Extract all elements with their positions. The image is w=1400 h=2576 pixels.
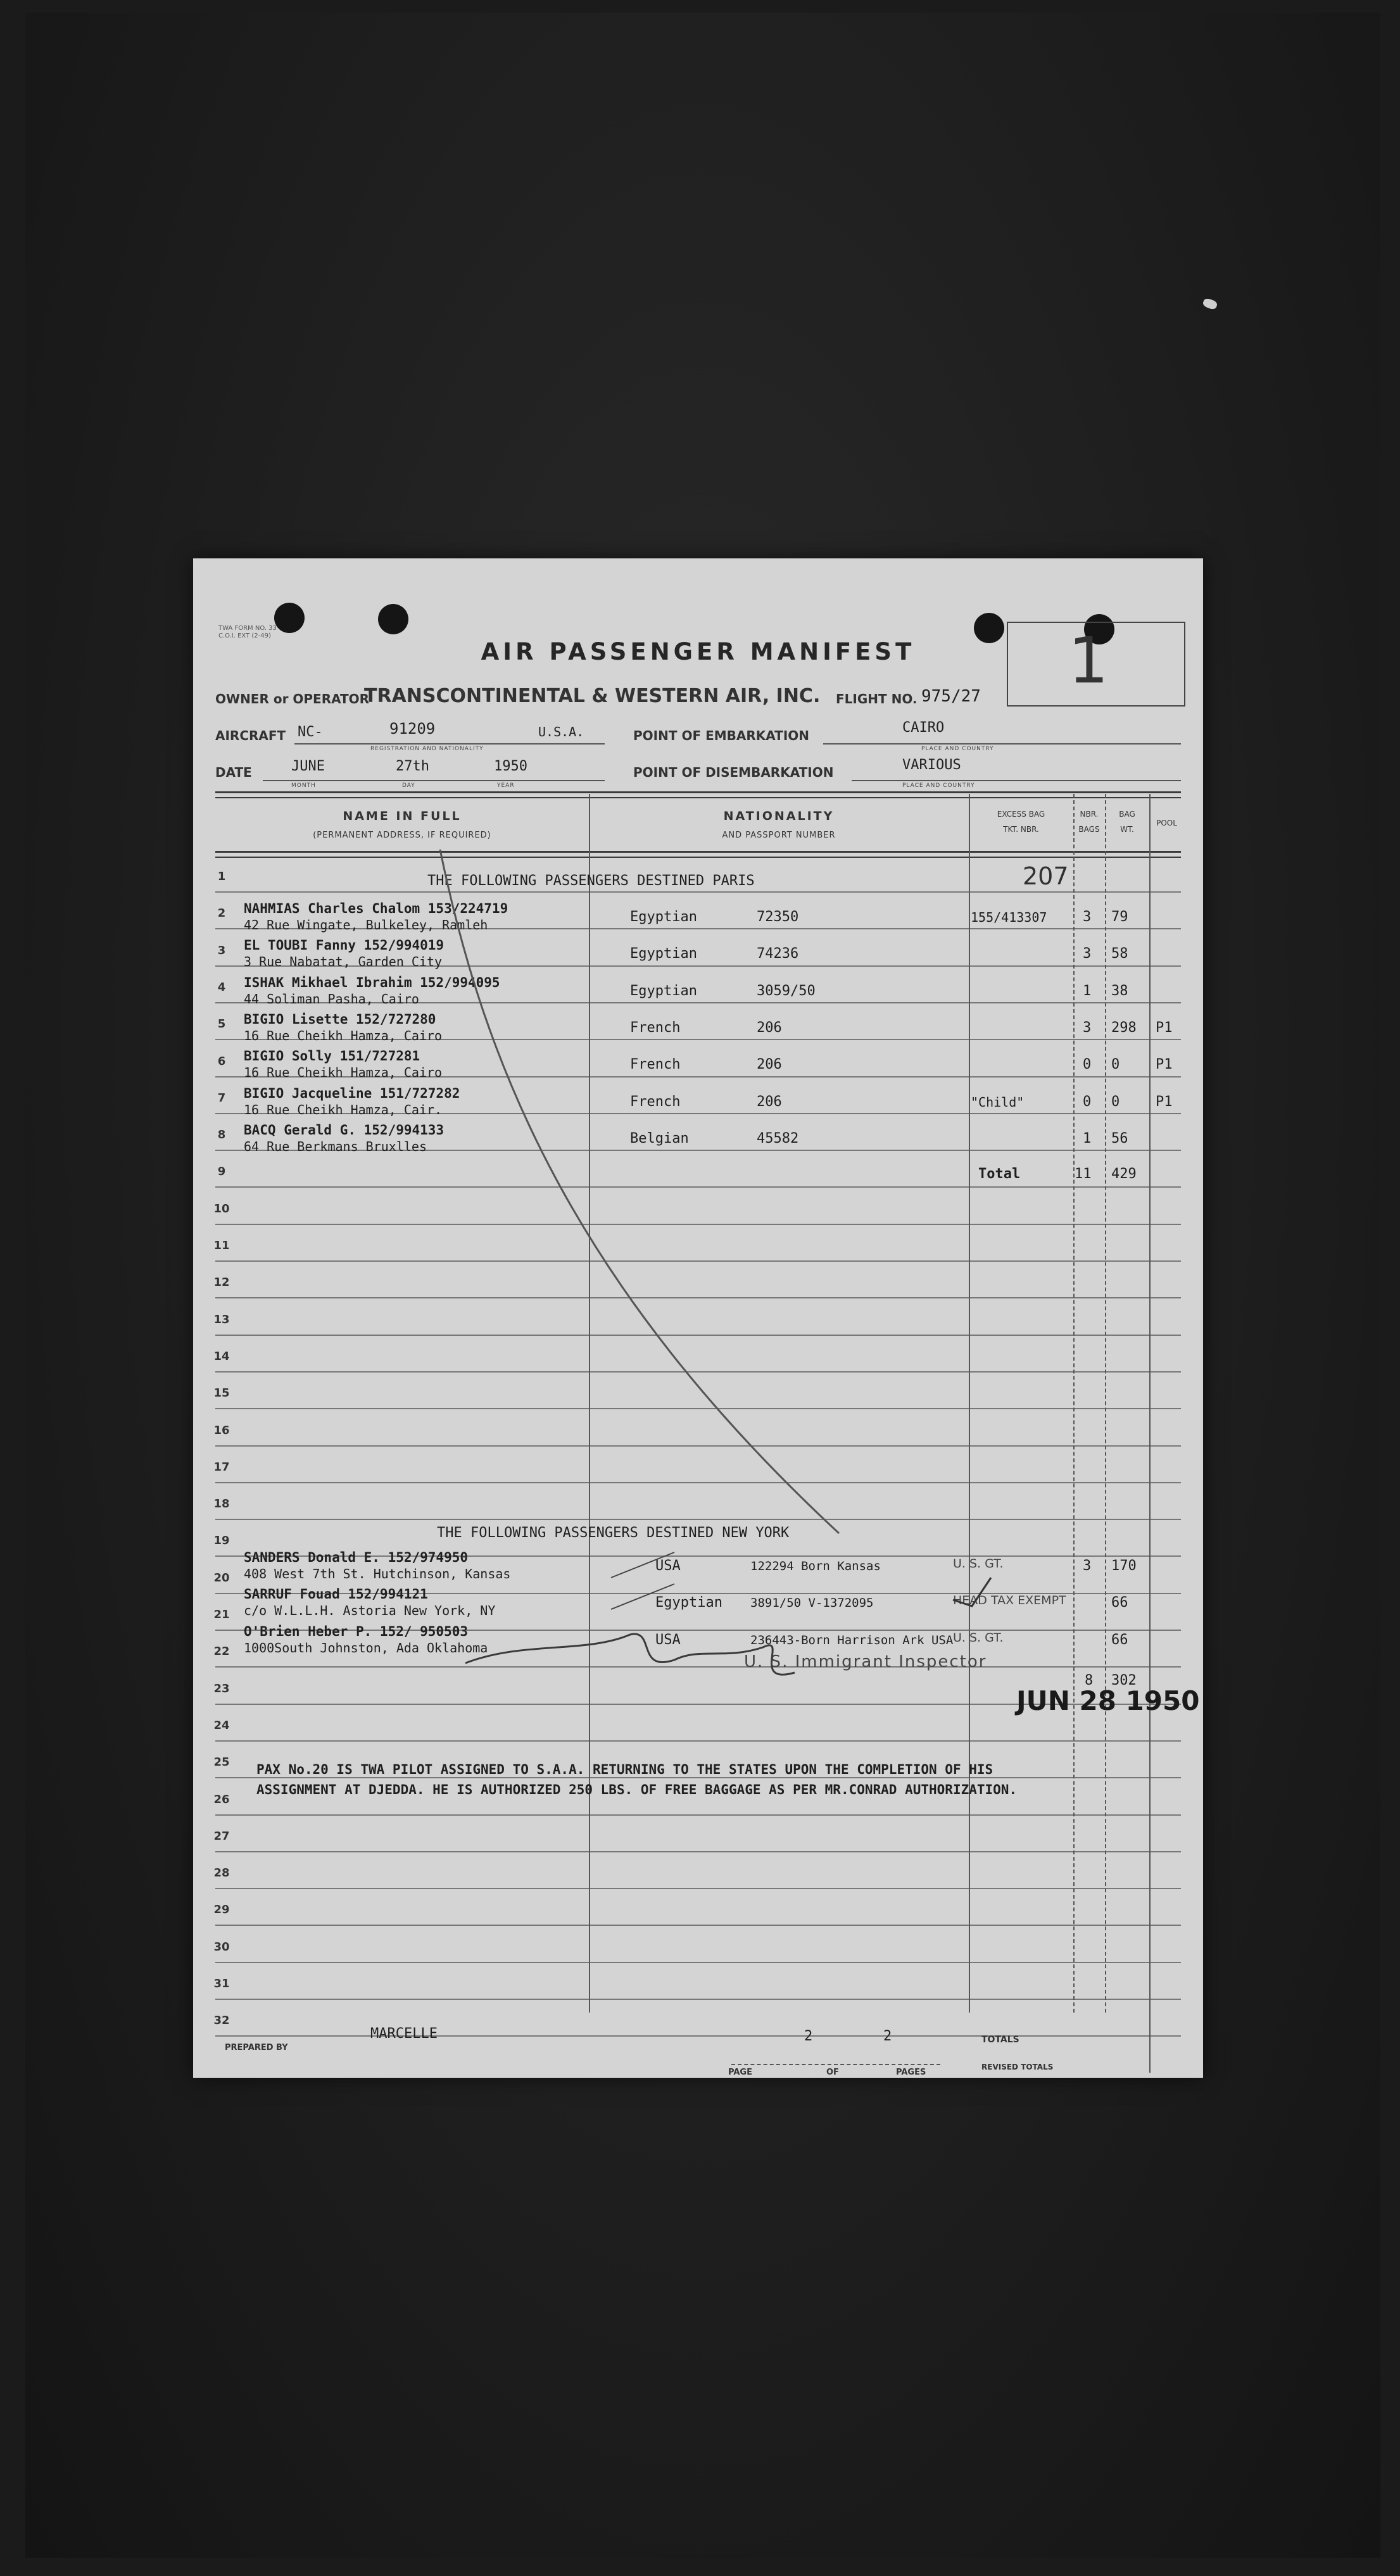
col-excess-2: TKT. NBR. — [1003, 825, 1039, 834]
revised-totals-label: REVISED TOTALS — [981, 2063, 1054, 2071]
passenger-excess-ticket: 155/413307 — [971, 910, 1047, 925]
paris-count-mark: 207 — [1023, 862, 1069, 890]
prepared-by-value: MARCELLE — [370, 2026, 438, 2042]
col-pool: POOL — [1156, 819, 1177, 827]
form-number: TWA FORM NO. 33 C.O.I. EXT (2-49) — [218, 625, 277, 639]
passenger-nationality: Egyptian — [655, 1595, 722, 1611]
passenger-address: 3 Rue Nabatat, Garden City — [244, 954, 443, 970]
check-mark — [953, 1578, 991, 1606]
passenger-passport: 206 — [757, 1057, 782, 1073]
row-number: 26 — [213, 1792, 230, 1806]
disembark-value: VARIOUS — [902, 757, 961, 773]
passenger-passport: 72350 — [757, 909, 799, 925]
passenger-bags: 3 — [1083, 1019, 1092, 1036]
prepared-by-label: PREPARED BY — [225, 2043, 288, 2052]
col-nat-title: NATIONALITY — [723, 809, 835, 823]
passenger-bags: 3 — [1083, 946, 1092, 962]
row-number: 21 — [213, 1608, 230, 1621]
passenger-address: 16 Rue Cheikh Hamza, Cairo — [244, 1027, 443, 1043]
embark-label: POINT OF EMBARKATION — [633, 728, 810, 743]
page-value: 2 — [804, 2028, 813, 2044]
passenger-address: 16 Rue Cheikh Hamza, Cair. — [244, 1102, 443, 1117]
passenger-address: c/o W.L.L.H. Astoria New York, NY — [244, 1603, 496, 1619]
row-number: 24 — [213, 1718, 230, 1732]
col-name-title: NAME IN FULL — [343, 809, 462, 823]
passenger-passport: 236443-Born Harrison Ark USA — [750, 1633, 954, 1647]
embark-sub: PLACE AND COUNTRY — [921, 746, 994, 752]
flight-value: 975/27 — [921, 687, 981, 706]
passenger-pool: P1 — [1156, 1057, 1173, 1073]
passenger-nationality: Belgian — [630, 1130, 689, 1147]
of-value: 2 — [883, 2028, 892, 2044]
row-number: 28 — [213, 1866, 230, 1880]
handwriting-strokes — [193, 558, 1203, 2078]
passenger-nationality: French — [630, 1057, 681, 1073]
row-number: 10 — [213, 1202, 230, 1216]
row-number: 25 — [213, 1756, 230, 1769]
col-wt-2: WT. — [1120, 825, 1134, 834]
section-ny-heading: THE FOLLOWING PASSENGERS DESTINED NEW YORK — [437, 1525, 790, 1541]
note-line-1: PAX No.20 IS TWA PILOT ASSIGNED TO S.A.A. RETURNING TO THE STATES UPON THE COMPLETION OF HIS — [256, 1762, 993, 1777]
passenger-pool: P1 — [1156, 1093, 1173, 1110]
row-number: 20 — [213, 1571, 230, 1585]
passenger-name: BACQ Gerald G. 152/994133 — [244, 1122, 445, 1138]
col-bags-2: BAGS — [1078, 825, 1100, 834]
row-number: 3 — [217, 943, 226, 957]
passenger-bags: 1 — [1083, 1130, 1092, 1147]
row-number: 5 — [217, 1017, 226, 1031]
row-number: 14 — [213, 1349, 230, 1363]
passenger-nationality: French — [630, 1019, 681, 1036]
passenger-bag-weight: 0 — [1111, 1093, 1120, 1110]
pen-tick-marks — [611, 1552, 674, 1609]
row-number: 1 — [217, 870, 226, 883]
pen-diagonal-stroke — [440, 850, 839, 1533]
row-number: 7 — [217, 1091, 226, 1105]
manifest-title: AIR PASSENGER MANIFEST — [481, 638, 916, 665]
row-number: 11 — [213, 1239, 230, 1252]
page-label: PAGE — [728, 2068, 752, 2077]
col-name-sub: (PERMANENT ADDRESS, IF REQUIRED) — [313, 831, 491, 840]
passenger-passport: 206 — [757, 1019, 782, 1036]
passenger-bag-weight: 66 — [1111, 1631, 1128, 1648]
passenger-address: 44 Soliman Pasha, Cairo — [244, 991, 419, 1007]
passenger-bag-weight: 298 — [1111, 1019, 1137, 1036]
row-number: 27 — [213, 1829, 230, 1843]
passenger-nationality: USA — [655, 1631, 681, 1648]
passenger-name: BIGIO Jacqueline 151/727282 — [244, 1085, 460, 1101]
passenger-bags: 0 — [1083, 1093, 1092, 1110]
passenger-name: ISHAK Mikhael Ibrahim 152/994095 — [244, 974, 500, 990]
row-number: 4 — [217, 980, 226, 994]
passenger-nationality: USA — [655, 1558, 681, 1574]
passenger-address: 64 Rue Berkmans Bruxlles — [244, 1138, 427, 1154]
aircraft-sub: REGISTRATION AND NATIONALITY — [370, 746, 484, 752]
owner-value: TRANSCONTINENTAL & WESTERN AIR, INC. — [364, 685, 821, 707]
row-number: 22 — [213, 1645, 230, 1659]
passenger-nationality: Egyptian — [630, 983, 697, 999]
paris-total-label: Total — [978, 1166, 1021, 1182]
passenger-bag-weight: 58 — [1111, 946, 1128, 962]
manifest-number: 1 — [1068, 624, 1109, 698]
passenger-address: 42 Rue Wingate, Bulkeley, Ramleh — [244, 917, 488, 933]
pages-label: PAGES — [896, 2068, 926, 2077]
col-nat-sub: AND PASSPORT NUMBER — [722, 831, 836, 840]
passenger-pool: P1 — [1156, 1019, 1173, 1036]
passenger-bag-weight: 170 — [1111, 1558, 1137, 1574]
of-label: OF — [826, 2068, 839, 2077]
aircraft-prefix: NC- — [298, 724, 323, 740]
passenger-bag-weight: 0 — [1111, 1057, 1120, 1073]
disembark-label: POINT OF DISEMBARKATION — [633, 765, 834, 780]
totals-label: TOTALS — [981, 2035, 1019, 2045]
col-bags-1: NBR. — [1080, 810, 1099, 819]
ny-total-wt: 302 — [1111, 1673, 1137, 1688]
row-number: 18 — [213, 1497, 230, 1511]
row-number: 8 — [217, 1128, 226, 1142]
passenger-bag-weight: 56 — [1111, 1130, 1128, 1147]
disembark-sub: PLACE AND COUNTRY — [902, 782, 975, 789]
ny-total-bags: 8 — [1085, 1673, 1094, 1688]
row-number: 16 — [213, 1423, 230, 1437]
passenger-name: SANDERS Donald E. 152/974950 — [244, 1550, 469, 1565]
col-excess-1: EXCESS BAG — [997, 810, 1045, 819]
passenger-excess-stamp: HEAD TAX EXEMPT — [953, 1593, 1066, 1608]
passenger-bag-weight: 38 — [1111, 983, 1128, 999]
passenger-name: EL TOUBI Fanny 152/994019 — [244, 938, 445, 953]
passenger-nationality: Egyptian — [630, 946, 697, 962]
passenger-excess-stamp: U. S. GT. — [953, 1557, 1004, 1571]
passenger-nationality: Egyptian — [630, 909, 697, 925]
col-wt-1: BAG — [1119, 810, 1135, 819]
passenger-name: NAHMIAS Charles Chalom 153/224719 — [244, 901, 508, 916]
passenger-bags: 3 — [1083, 1558, 1092, 1574]
section-paris-heading: THE FOLLOWING PASSENGERS DESTINED PARIS — [427, 873, 755, 889]
date-year: 1950 — [494, 758, 527, 774]
passenger-passport: 122294 Born Kansas — [750, 1559, 881, 1573]
row-number: 15 — [213, 1386, 230, 1400]
owner-label: OWNER or OPERATOR — [215, 691, 370, 707]
date-sub-day: DAY — [402, 782, 415, 789]
row-number: 19 — [213, 1534, 230, 1548]
passenger-name: BIGIO Lisette 152/727280 — [244, 1011, 436, 1027]
row-number: 17 — [213, 1460, 230, 1474]
inspector-stamp-text: U. S. Immigrant Inspector — [744, 1652, 987, 1671]
passenger-address: 1000South Johnston, Ada Oklahoma — [244, 1640, 488, 1656]
date-day: 27th — [396, 758, 429, 774]
row-number: 6 — [217, 1054, 226, 1068]
paris-total-wt: 429 — [1111, 1166, 1137, 1182]
passenger-passport: 3059/50 — [757, 983, 816, 999]
passenger-excess-stamp: U. S. GT. — [953, 1630, 1004, 1645]
paris-total-bags: 11 — [1075, 1166, 1092, 1182]
passenger-passport: 45582 — [757, 1130, 799, 1147]
aircraft-number: 91209 — [389, 720, 436, 738]
note-line-2: ASSIGNMENT AT DJEDDA. HE IS AUTHORIZED 250 LBS. OF FREE BAGGAGE AS PER MR.CONRAD AUTHORIZATION. — [256, 1782, 1018, 1797]
date-label: DATE — [215, 765, 252, 780]
row-number: 30 — [213, 1940, 230, 1954]
passenger-bags: 0 — [1083, 1057, 1092, 1073]
row-number: 13 — [213, 1312, 230, 1326]
row-number: 2 — [217, 907, 226, 920]
row-number: 32 — [213, 2014, 230, 2028]
date-sub-month: MONTH — [291, 782, 316, 789]
passenger-name: O'Brien Heber P. 152/ 950503 — [244, 1623, 469, 1639]
passenger-bag-weight: 66 — [1111, 1595, 1128, 1611]
flight-label: FLIGHT NO. — [836, 691, 918, 707]
date-sub-year: YEAR — [497, 782, 515, 789]
passenger-bags: 1 — [1083, 983, 1092, 999]
inspector-signature — [465, 1631, 795, 1674]
row-number: 12 — [213, 1276, 230, 1290]
passenger-excess-ticket: "Child" — [971, 1094, 1025, 1110]
manifest-sheet — [193, 558, 1203, 2078]
embark-value: CAIRO — [902, 720, 945, 736]
row-number: 31 — [213, 1977, 230, 1990]
passenger-passport: 206 — [757, 1093, 782, 1110]
passenger-address: 16 Rue Cheikh Hamza, Cairo — [244, 1065, 443, 1081]
passenger-nationality: French — [630, 1093, 681, 1110]
passenger-bag-weight: 79 — [1111, 909, 1128, 925]
row-number: 29 — [213, 1903, 230, 1917]
inspector-stamp-date: JUN 28 1950 — [1016, 1685, 1200, 1716]
passenger-passport: 3891/50 V-1372095 — [750, 1596, 874, 1611]
date-month: JUNE — [291, 758, 325, 774]
passenger-passport: 74236 — [757, 946, 799, 962]
aircraft-label: AIRCRAFT — [215, 728, 286, 743]
passenger-name: BIGIO Solly 151/727281 — [244, 1048, 420, 1064]
passenger-name: SARRUF Fouad 152/994121 — [244, 1586, 428, 1602]
aircraft-nationality: U.S.A. — [538, 724, 584, 739]
passenger-address: 408 West 7th St. Hutchinson, Kansas — [244, 1566, 511, 1581]
row-number: 9 — [217, 1165, 226, 1179]
row-number: 23 — [213, 1681, 230, 1695]
passenger-bags: 3 — [1083, 909, 1092, 925]
